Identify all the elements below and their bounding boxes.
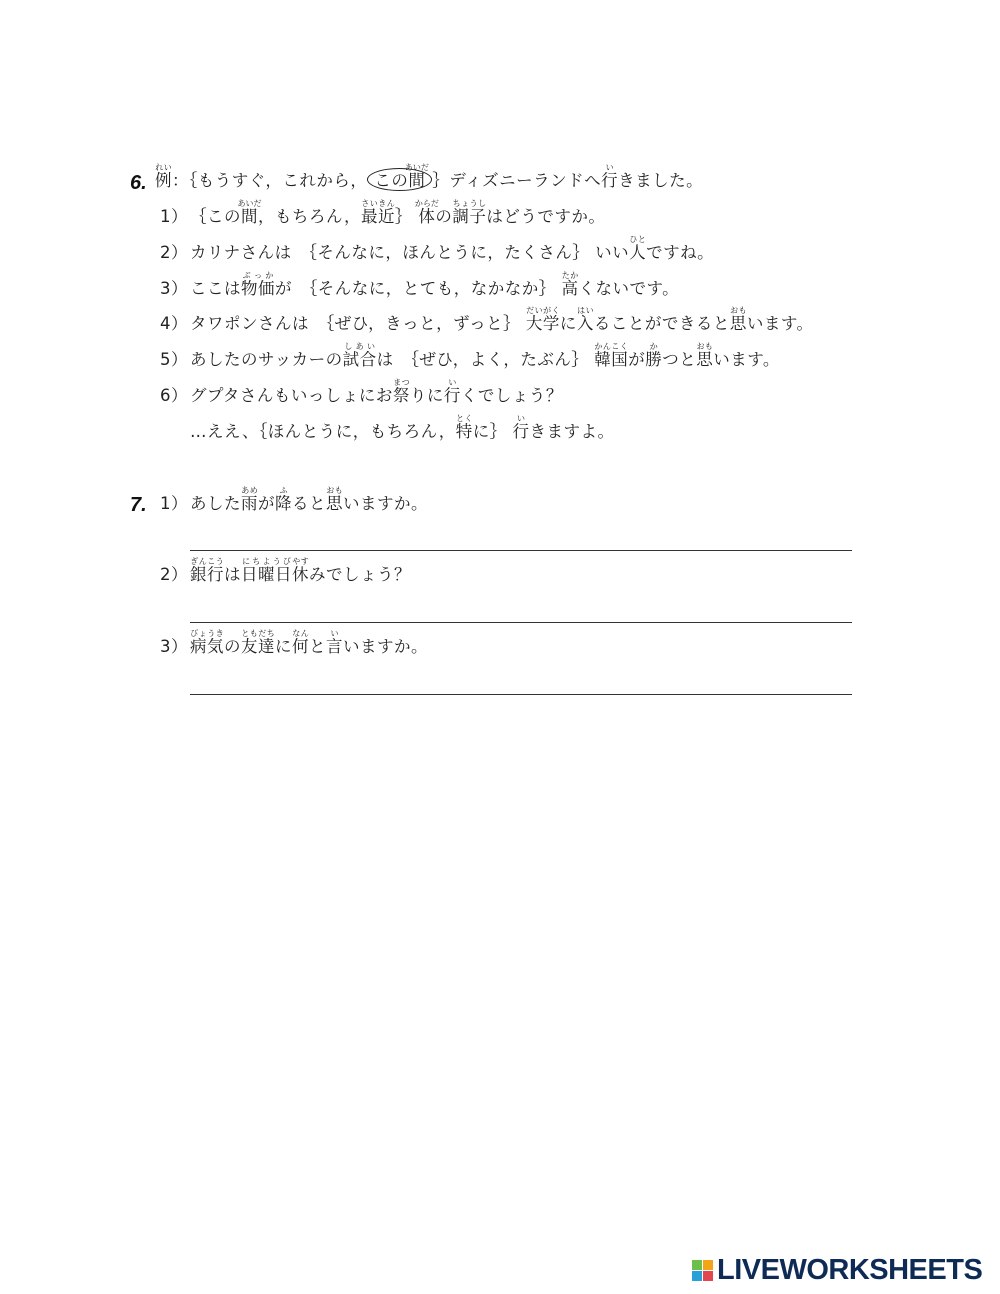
- answer-line-1[interactable]: [190, 550, 852, 551]
- logo-square-3: [692, 1271, 702, 1281]
- example-line: 例れい：｛もうすぐ，これから， この間あいだ｝ディズニーランドへ行いきました。: [155, 163, 704, 190]
- item-number: 1）: [160, 494, 188, 513]
- logo-square-1: [692, 1260, 702, 1270]
- q6-item-4: 4） タワポンさんは ｛ぜひ，きっと，ずっと｝ 大学だいがくに入はいることができると思おもいます。: [160, 306, 814, 333]
- example-label: 例れい: [155, 163, 172, 190]
- q6-item-1: 1） ｛この間あいだ，もちろん，最近さいきん｝ 体からだの調子ちょうしはどうですか。: [160, 199, 606, 226]
- q7-item-2: 2） 銀行ぎんこうは日曜日にちようび休やすみでしょう？: [160, 557, 411, 584]
- circled-answer: この間あいだ: [367, 168, 432, 191]
- logo-text: LIVEWORKSHEETS: [717, 1254, 983, 1286]
- q6-item-6-reply: …ええ、｛ほんとうに，もちろん，特とくに｝ 行いきますよ。: [190, 414, 615, 441]
- q7-item-3: 3） 病気びょうきの友達ともだちに何なんと言いいますか。: [160, 629, 428, 656]
- item-number: 2）: [160, 565, 188, 584]
- section-6-number: 6.: [130, 172, 147, 194]
- section-7-number: 7.: [130, 494, 147, 516]
- item-number: 3）: [160, 279, 188, 298]
- logo-square-4: [703, 1271, 713, 1281]
- logo-square-2: [703, 1260, 713, 1270]
- liveworksheets-logo[interactable]: [692, 1254, 982, 1287]
- item-number: 1）: [160, 207, 188, 226]
- q6-item-6: 6） グプタさんもいっしょにお祭まつりに行いくでしょう？: [160, 378, 563, 405]
- q6-item-5: 5） あしたのサッカーの試合しあいは ｛ぜひ，よく，たぶん｝ 韓国かんこくが勝かつと思おもいます。: [160, 342, 780, 369]
- answer-line-3[interactable]: [190, 694, 852, 695]
- example-options-open: ｛もうすぐ，これから，: [189, 171, 368, 190]
- q6-item-3: 3） ここは物価ぶっかが ｛そんなに，とても，なかなか｝ 高たかくないです。: [160, 271, 680, 298]
- q7-item-1: 1） あした雨あめが降ふると思おもいますか。: [160, 486, 428, 513]
- item-number: 3）: [160, 637, 188, 656]
- answer-line-2[interactable]: [190, 622, 852, 623]
- item-number: 6）: [160, 386, 188, 405]
- item-number: 2）: [160, 243, 188, 262]
- q6-item-2: 2） カリナさんは ｛そんなに，ほんとうに，たくさん｝ いい人ひとですね。: [160, 235, 715, 262]
- liveworksheets-logo-icon: [692, 1260, 713, 1281]
- item-number: 4）: [160, 314, 188, 333]
- item-number: 5）: [160, 350, 188, 369]
- example-colon: ：: [172, 171, 189, 190]
